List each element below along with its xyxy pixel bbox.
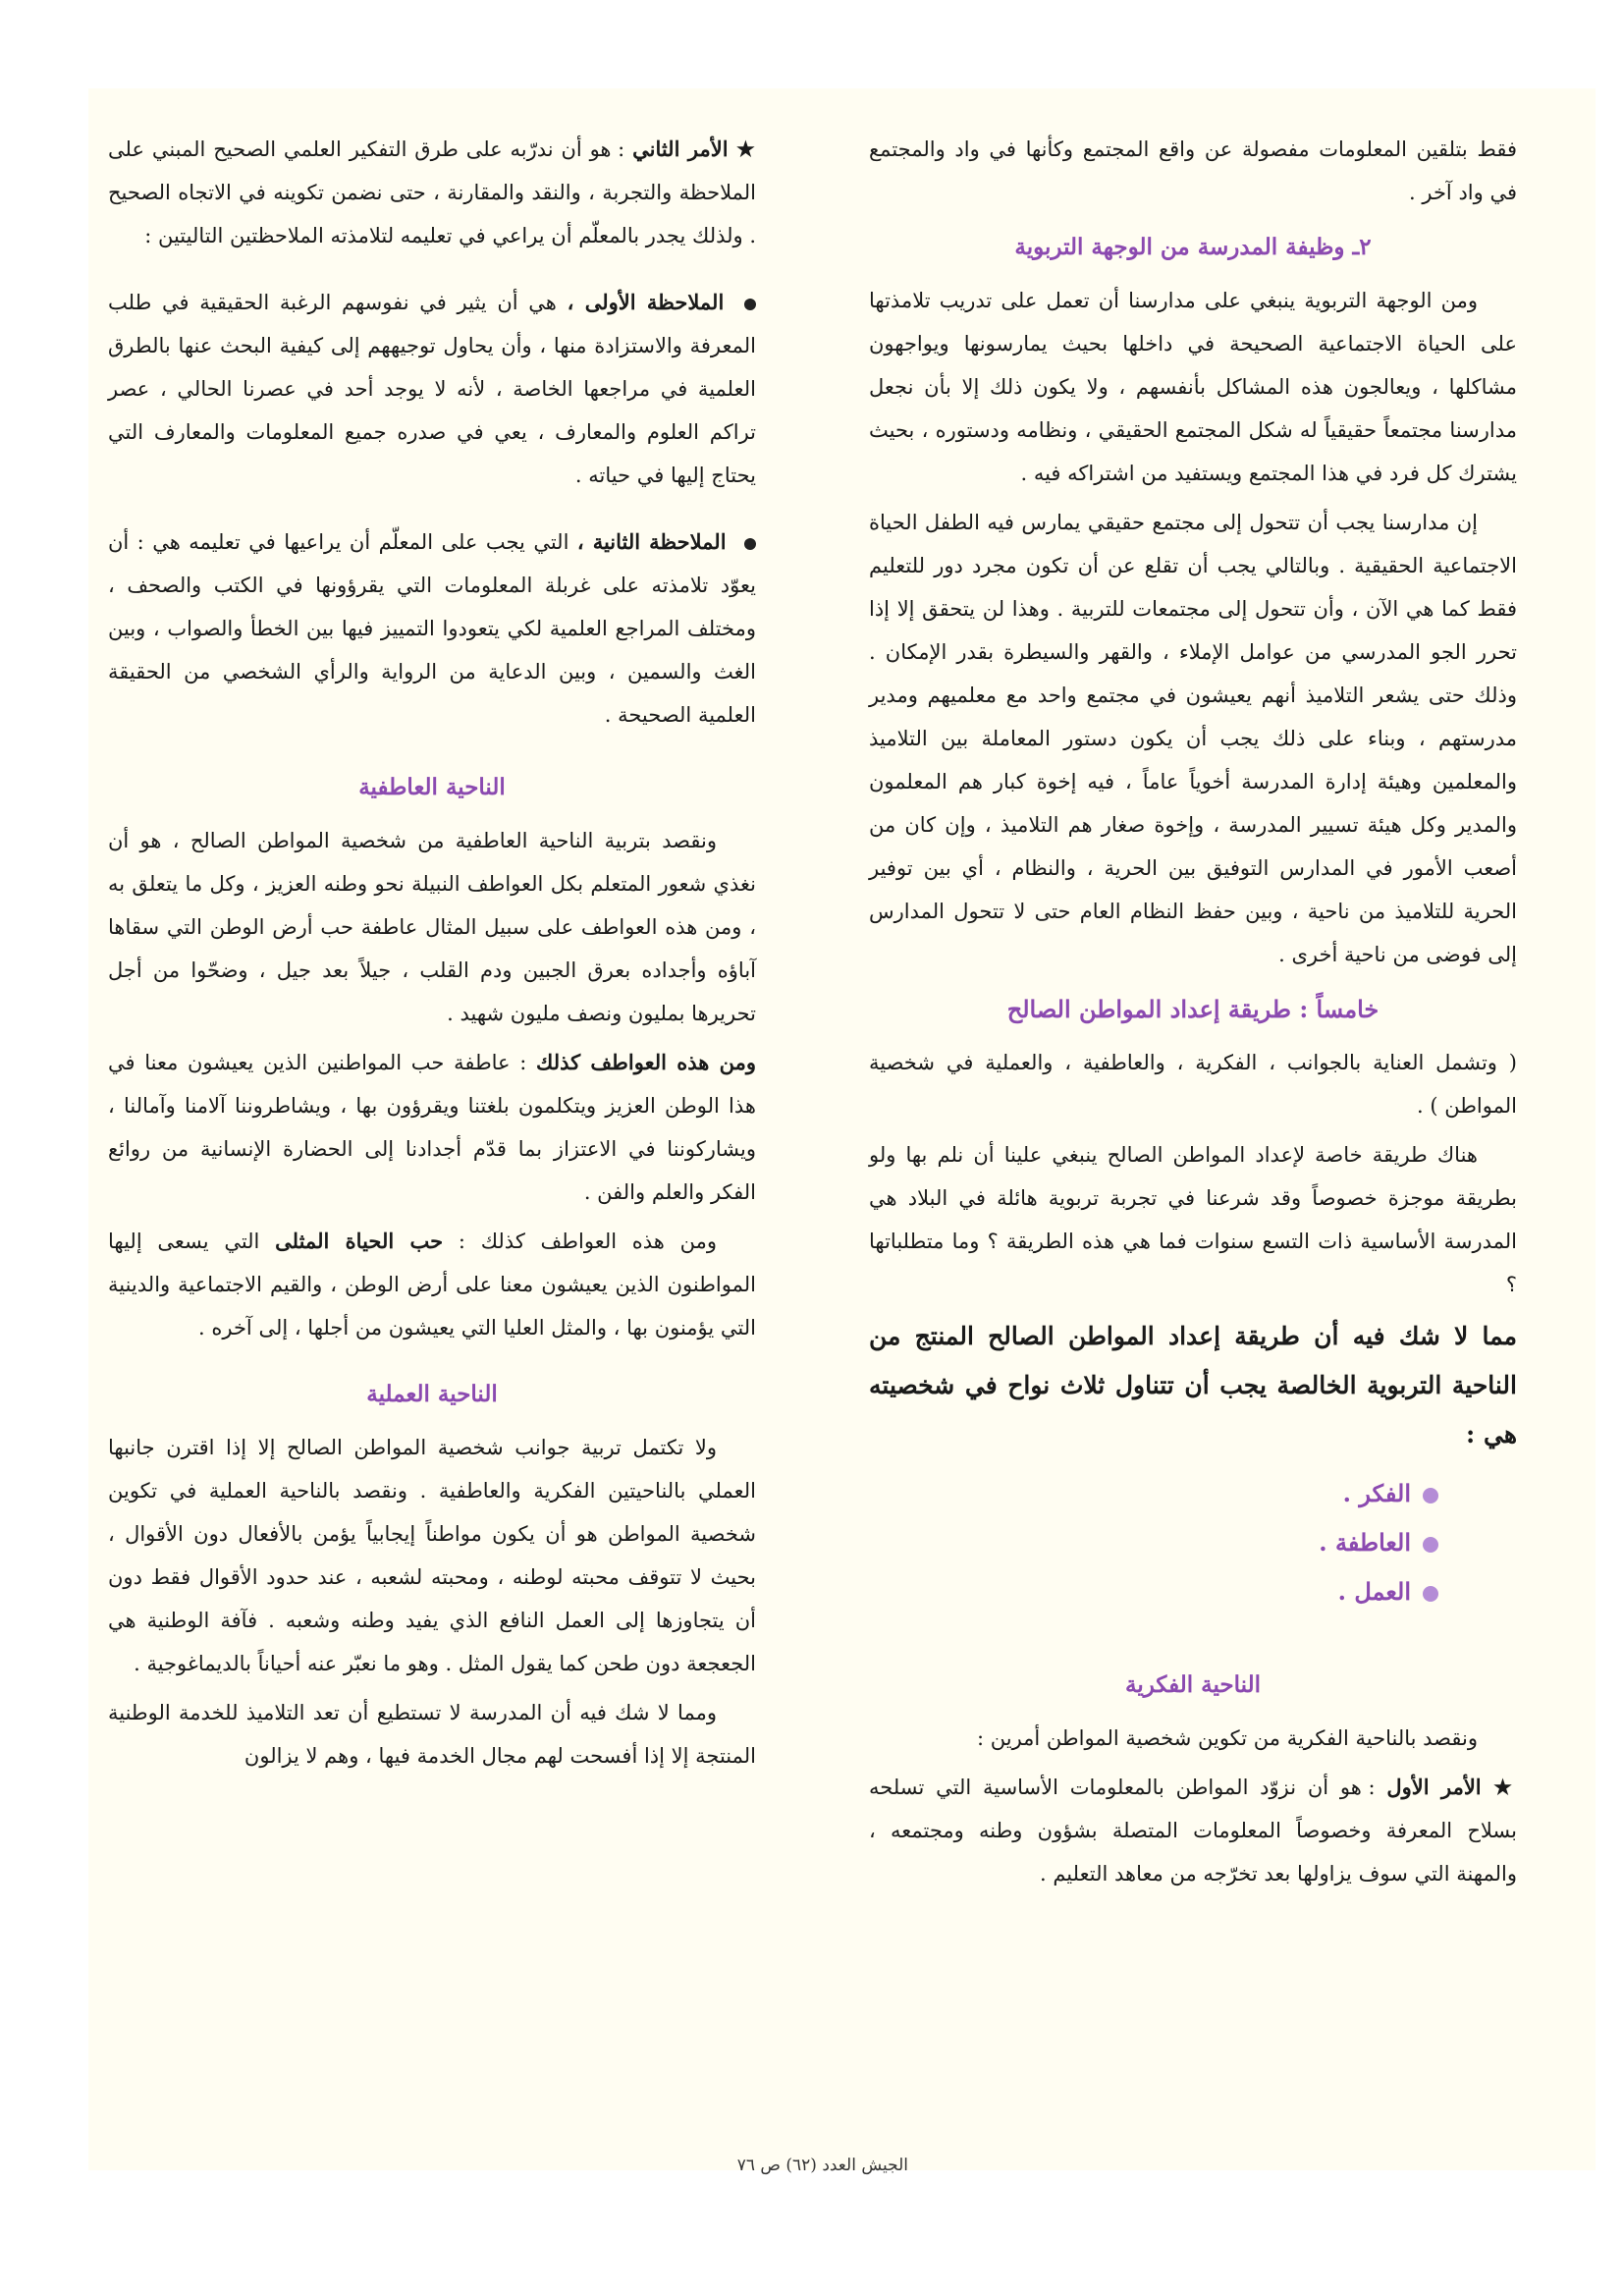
highlighted-paragraph: مما لا شك فيه أن طريقة إعداد المواطن الصالح المنتج من الناحية التربوية الخالصة يجب أن تتناول ثلاث نواح في شخصيته هي :	[869, 1322, 1517, 1449]
list-item: الفكر .	[869, 1469, 1438, 1518]
section-intellectual-title: الناحية الفكرية	[1125, 1671, 1261, 1698]
list-item: العمل .	[869, 1567, 1438, 1616]
bullet-dot-icon	[744, 299, 756, 310]
point-label: الأمر الثاني	[632, 137, 729, 161]
list-item: العاطفة .	[869, 1518, 1438, 1567]
paragraph: ونقصد بتربية الناحية العاطفية من شخصية المواطن الصالح ، هو أن نغذي شعور المتعلم بكل العواطف النبيلة نحو وطنه العزيز ، وكل ما يتعلق به ، ومن هذه العواطف على سبيل المثال عاطفة حب أرض الوطن التي سقاها آباؤه وأجداده بعرق الجبين ودم القلب ، جيلاً بعد جيل ، وضحّوا من أجل تحريرها بمليون ونصف مليون شهيد .	[108, 829, 756, 1025]
paragraph: ولا تكتمل تربية جوانب شخصية المواطن الصالح إلا إذا اقترن جانبها العملي بالناحيتين الفكرية والعاطفية . ونقصد بالناحية العملية في تكوين شخصية المواطن هو أن يكون مواطناً إيجابياً يؤمن بالأفعال دون الأقوال ، بحيث لا تتوقف محبته لوطنه ، ومحبته لشعبه ، عند حدود الأقوال فقط دون أن يتجاوزها إلى العمل النافع الذي يفيد وطنه وشعبه . فآفة الوطنية هي الجعجعة دون طحن كما يقول المثل . وهو ما نعبّر عنه أحياناً بالديماغوجية .	[108, 1436, 756, 1675]
emphasis-text: ومن هذه العواطف كذلك	[536, 1050, 757, 1074]
section-emotional-title: الناحية العاطفية	[358, 774, 506, 800]
note-text: هي أن يثير في نفوسهم الرغبة الحقيقية في طلب المعرفة والاستزادة منها ، وأن يحاول توجيههم إلى كيفية البحث عنها بالطرق العلمية في مراجعها الخاصة ، لأنه لا يوجد أحد في عصرنا الحالي ، عصر تراكم العلوم والمعارف ، يعي في صدره جميع المعلومات والمعارف التي يحتاج إليها في حياته .	[108, 291, 756, 487]
section-school-function-title: ٢ـ وظيفة المدرسة من الوجهة التربوية	[1014, 234, 1372, 260]
paragraph: هناك طريقة خاصة لإعداد المواطن الصالح ينبغي علينا أن نلم بها ولو بطريقة موجزة خصوصاً وقد شرعنا في تجربة تربوية هائلة في البلاد هي المدرسة الأساسية ذات التسع سنوات فما هي هذه الطريقة ؟ وما متطلباتها ؟	[869, 1143, 1517, 1296]
emphasis-text: حب الحياة المثلى	[275, 1229, 444, 1253]
paragraph-text: التي يسعى إليها المواطنون الذين يعيشون معنا على أرض الوطن ، والقيم الاجتماعية والدينية التي يؤمنون بها ، والمثل العليا التي يعيشون من أجلها ، إلى آخره .	[108, 1230, 756, 1339]
right-column	[869, 128, 1517, 1901]
bullet-dot-icon	[1423, 1488, 1438, 1503]
paragraph: ومن الوجهة التربوية ينبغي على مدارسنا أن تعمل على تدريب تلامذتها على الحياة الاجتماعية الصحيحة في داخلها بحيث يمارسونها ويواجهون مشاكلها ، ويعالجون هذه المشاكل بأنفسهم ، ولا يكون ذلك إلا بأن نجعل مدارسنا مجتمعاً حقيقياً له شكل المجتمع الحقيقي ، ونظامه ودستوره ، بحيث يشترك كل فرد في هذا المجتمع ويستفيد من اشتراكه فيه .	[869, 289, 1517, 485]
point-text: : هو أن ندرّبه على طرق التفكير العلمي الصحيح المبني على الملاحظة والتجربة ، والنقد والمقارنة ، حتى نضمن تكوينه في الاتجاه الصحيح . ولذلك يجدر بالمعلّم أن يراعي في تعليمه لتلامذته الملاحظتين التاليتين :	[108, 137, 756, 247]
paragraph	[869, 1766, 1517, 1895]
star-icon: ★	[728, 137, 756, 161]
paragraph	[108, 281, 756, 497]
page	[88, 88, 1596, 2175]
paragraph: ونقصد بالناحية الفكرية من تكوين شخصية المواطن أمرين :	[977, 1726, 1478, 1750]
paragraph	[108, 1041, 756, 1214]
bullet-dot-icon	[1423, 1537, 1438, 1553]
section-practical-title: الناحية العملية	[366, 1381, 498, 1407]
note-label: الملاحظة الأولى ،	[567, 290, 725, 314]
bullet-dot-icon	[744, 538, 756, 550]
paragraph	[108, 1220, 756, 1349]
paragraph-text: ومن هذه العواطف كذلك :	[458, 1230, 717, 1253]
page-footer: الجيش العدد (٦٢) ص ٧٦	[736, 2156, 908, 2175]
bullet-dot-icon	[1423, 1586, 1438, 1602]
paragraph: ومما لا شك فيه أن المدرسة لا تستطيع أن تعد التلاميذ للخدمة الوطنية المنتجة إلا إذا أفسحت لهم مجال الخدمة فيها ، وهم لا يزالون	[108, 1701, 756, 1768]
paragraph: إن مدارسنا يجب أن تتحول إلى مجتمع حقيقي يمارس فيه الطفل الحياة الاجتماعية الحقيقية . وبالتالي يجب أن تقلع عن أن تكون مجرد دور للتعليم فقط كما هي الآن ، وأن تتحول إلى مجتمعات للتربية . وهذا لن يتحقق إلا إذا تحرر الجو المدرسي من عوامل الإملاء ، والقهر والسيطرة بقدر الإمكان . وذلك حتى يشعر التلاميذ أنهم يعيشون في مجتمع واحد مع معلميهم ومدير مدرستهم ، وبناء على ذلك يجب أن يكون دستور المعاملة بين التلاميذ والمعلمين وهيئة إدارة المدرسة أخوياً عاماً ، فيه إخوة كبار هم المعلمون والمدير وكل هيئة تسيير المدرسة ، وإخوة صغار هم التلاميذ ، وإن كان من أصعب الأمور في المدارس التوفيق بين الحرية ، والنظام ، أي بين توفير الحرية للتلاميذ من ناحية ، وبين حفظ النظام العام حتى لا تتحول المدارس إلى فوضى من ناحية أخرى .	[869, 511, 1517, 966]
intro-paragraph: فقط بتلقين المعلومات مفصولة عن واقع المجتمع وكأنها في واد والمجتمع في واد آخر .	[869, 137, 1517, 204]
star-icon: ★	[1481, 1775, 1517, 1799]
paragraph: ( وتشمل العناية بالجوانب ، الفكرية ، والعاطفية ، والعملية في شخصية المواطن ) .	[869, 1051, 1517, 1118]
note-text: التي يجب على المعلّم أن يراعيها في تعليمه هي : أن يعوّد تلامذته على غربلة المعلومات التي يقرؤونها في الكتب والصحف ، ومختلف المراجع العلمية لكي يتعودوا التمييز فيها بين الخطأ والصواب ، وبين الغث والسمين ، وبين الدعاية من الرواية والرأي الشخصي من الحقيقة العلمية الصحيحة .	[108, 530, 756, 727]
paragraph	[108, 128, 756, 257]
note-label: الملاحظة الثانية ،	[576, 529, 727, 554]
paragraph-text: : عاطفة حب المواطنين الذين يعيشون معنا في هذا الوطن العزيز ويتكلمون بلغتنا ويقرؤون بها ، ويشاطروننا آلامنا وآمالنا ، ويشاركوننا في الاعتزاز بما قدّم أجدادنا إلى الحضارة الإنسانية من روائع الفكر والعلم والفن .	[108, 1051, 756, 1204]
paragraph	[108, 520, 756, 737]
point-text: : هو أن نزوّد المواطن بالمعلومات الأساسية التي تسلحه بسلاح المعرفة وخصوصاً المعلومات المتصلة بشؤون وطنه ومجتمعه ، والمهنة التي سوف يزاولها بعد تخرّجه من معاهد التعليم .	[869, 1776, 1517, 1886]
left-column	[108, 128, 756, 1783]
section-citizen-method-title: خامساً : طريقة إعداد المواطن الصالح	[1006, 995, 1380, 1023]
aspects-list	[869, 1469, 1438, 1616]
point-label: الأمر الأول	[1386, 1775, 1482, 1799]
